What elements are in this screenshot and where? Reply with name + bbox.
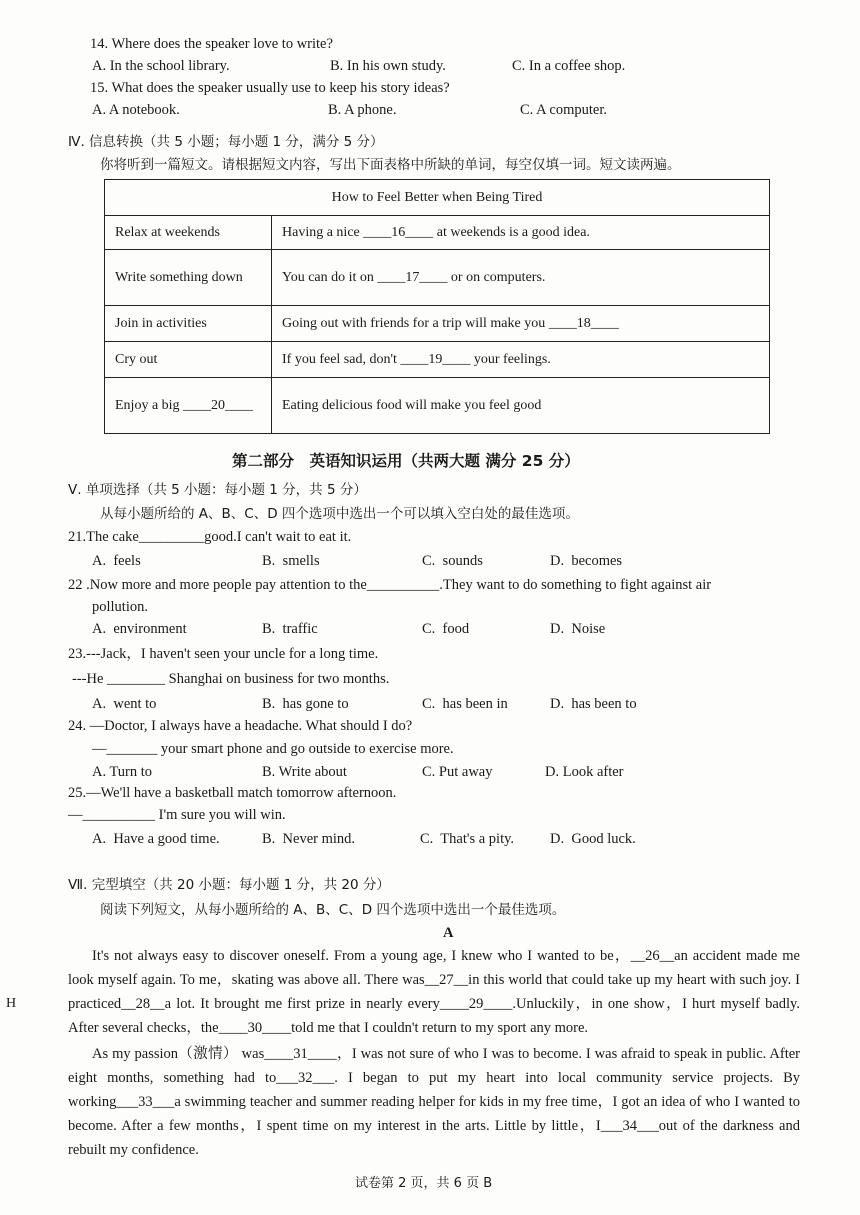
question-25-option-c: C. That's a pity. — [420, 831, 515, 847]
question-22-stem-cont: pollution. — [92, 599, 148, 615]
page-footer: 试卷第 2 页，共 6 页 B — [355, 1176, 493, 1191]
section-7-heading: Ⅶ. 完型填空（共 20 小题：每小题 1 分，共 20 分） — [68, 877, 390, 893]
question-24-option-c: C. Put away — [422, 764, 493, 780]
table-cell-detail: Going out with friends for a trip will make you ____18____ — [272, 306, 770, 342]
table-cell-topic: Enjoy a big ____20____ — [105, 378, 272, 434]
question-15-option-b: B. A phone. — [328, 102, 397, 118]
question-15-option-c: C. A computer. — [520, 102, 607, 118]
question-15-option-a: A. A notebook. — [92, 102, 180, 118]
question-22-stem: 22 .Now more and more people pay attention to the__________.They want to do something to fight against air — [68, 577, 712, 593]
table-title: How to Feel Better when Being Tired — [105, 180, 770, 216]
question-21-stem: 21.The cake_________good.I can't wait to eat it. — [68, 529, 352, 545]
question-22-option-c: C. food — [422, 621, 470, 637]
question-23-stem: 23.---Jack，I haven't seen your uncle for a long time. — [68, 646, 379, 662]
table-cell-topic: Relax at weekends — [105, 216, 272, 250]
question-21-option-c: C. sounds — [422, 553, 483, 569]
part-2-title: 第二部分 英语知识运用（共两大题 满分 25 分） — [232, 452, 580, 470]
information-table — [104, 179, 770, 434]
section-5-instruction: 从每小题所给的 A、B、C、D 四个选项中选出一个可以填入空白处的最佳选项。 — [100, 506, 579, 522]
section-4-heading: Ⅳ. 信息转换（共 5 小题；每小题 1 分，满分 5 分） — [68, 134, 384, 150]
question-25-stem: 25.—We'll have a basketball match tomorrow afternoon. — [68, 785, 397, 801]
table-row — [105, 378, 770, 434]
question-23-option-a: A. went to — [92, 696, 157, 712]
question-22-option-b: B. traffic — [262, 621, 318, 637]
question-23-option-c: C. has been in — [422, 696, 508, 712]
question-21-option-d: D. becomes — [550, 553, 623, 569]
passage-paragraph-2: As my passion（激情） was____31____，I was not sure of who I was to become. I was afraid to speak in public. After eight months, something had to___32___. I began to put my heart into local community service projects. By working___33___a swimming teacher and summer reading helper for kids in my free time，I got an idea of who I wanted to become. After a few months，I spent time on my interest in the arts. Little by little，I___34___out of the darkness and rebuilt my confidence. — [68, 1046, 800, 1158]
section-5-heading: Ⅴ. 单项选择（共 5 小题：每小题 1 分，共 5 分） — [68, 482, 367, 498]
table-cell-detail: Eating delicious food will make you feel good — [272, 378, 770, 434]
question-14-option-a: A. In the school library. — [92, 58, 230, 74]
question-25-option-b: B. Never mind. — [262, 831, 356, 847]
question-23-option-d: D. has been to — [550, 696, 637, 712]
table-cell-topic: Join in activities — [105, 306, 272, 342]
section-4-instruction: 你将听到一篇短文。请根据短文内容，写出下面表格中所缺的单词，每空仅填一词。短文读两遍。 — [100, 157, 681, 173]
question-24-stem-cont: —_______ your smart phone and go outside to exercise more. — [92, 741, 454, 757]
question-24-option-a: A. Turn to — [92, 764, 153, 780]
table-cell-topic: Cry out — [105, 342, 272, 378]
question-14-stem: 14. Where does the speaker love to write? — [90, 36, 333, 52]
question-25-stem-cont: —__________ I'm sure you will win. — [68, 807, 286, 823]
section-7-instruction: 阅读下列短文，从每小题所给的 A、B、C、D 四个选项中选出一个最佳选项。 — [100, 902, 566, 918]
table-cell-detail: If you feel sad, don't ____19____ your feelings. — [272, 342, 770, 378]
question-21-option-b: B. smells — [262, 553, 320, 569]
question-15-stem: 15. What does the speaker usually use to keep his story ideas? — [90, 80, 450, 96]
question-22-option-d: D. Noise — [550, 621, 606, 637]
table-row — [105, 216, 770, 250]
question-22-option-a: A. environment — [92, 621, 187, 637]
question-25-option-d: D. Good luck. — [550, 831, 636, 847]
question-14-option-c: C. In a coffee shop. — [512, 58, 626, 74]
question-21-option-a: A. feels — [92, 553, 141, 569]
margin-mark: H — [6, 996, 17, 1011]
question-23-option-b: B. has gone to — [262, 696, 349, 712]
table-cell-detail: You can do it on ____17____ or on computers. — [272, 250, 770, 306]
question-24-option-d: D. Look after — [545, 764, 624, 780]
question-14-option-b: B. In his own study. — [330, 58, 446, 74]
table-cell-detail: Having a nice ____16____ at weekends is a good idea. — [272, 216, 770, 250]
question-23-stem-cont: ---He ________ Shanghai on business for two months. — [72, 671, 390, 687]
table-row — [105, 342, 770, 378]
question-24-option-b: B. Write about — [262, 764, 347, 780]
passage-label: A — [443, 925, 454, 941]
table-row — [105, 306, 770, 342]
passage-paragraph-1: It's not always easy to discover oneself. From a young age, I knew who I wanted to be，__26__an accident made me look myself again. To me，skating was above all. There was__27__in this world that could take up my heart with such joy. I practiced__28__a lot. It brought me first prize in nearly every____29____.Unluckily，in one show，I hurt myself badly. After several checks，the____30____told me that I couldn't return to my sport any more. — [68, 948, 800, 1036]
question-25-option-a: A. Have a good time. — [92, 831, 220, 847]
question-24-stem: 24. —Doctor, I always have a headache. What should I do? — [68, 718, 413, 734]
table-cell-topic: Write something down — [105, 250, 272, 306]
table-row — [105, 250, 770, 306]
